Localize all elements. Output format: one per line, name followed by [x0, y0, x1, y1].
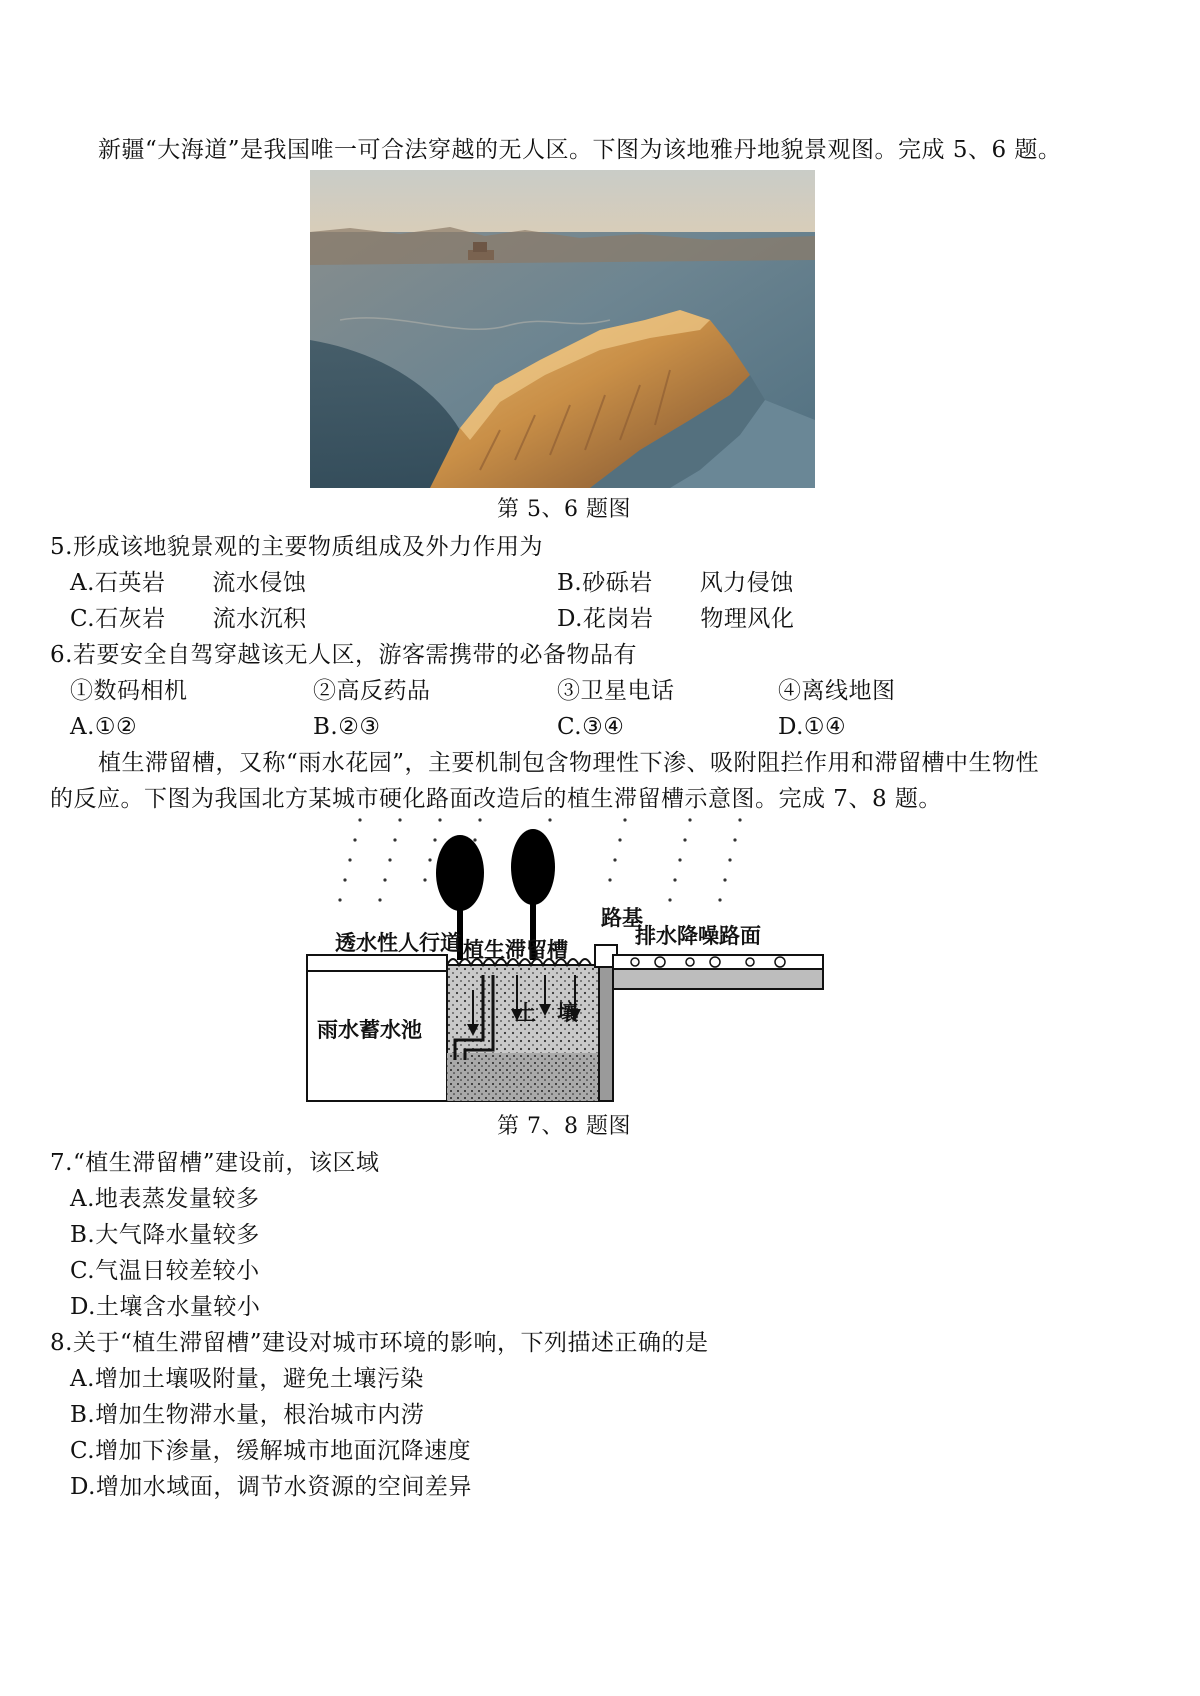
label-sidewalk: 透水性人行道	[335, 931, 461, 955]
question-6-option-b: B.②③	[313, 714, 381, 740]
question-7-option-c: C.气温日较差较小	[70, 1258, 260, 1284]
question-7-option-b: B.大气降水量较多	[70, 1222, 260, 1248]
question-8-stem: 8.关于“植生滞留槽”建设对城市环境的影响，下列描述正确的是	[50, 1330, 709, 1356]
passage-1: 新疆“大海道”是我国唯一可合法穿越的无人区。下图为该地雅丹地貌景观图。完成 5、6 题。	[98, 137, 1062, 163]
bioretention-diagram	[295, 815, 835, 1105]
question-8-option-a: A.增加土壤吸附量，避免土壤污染	[70, 1366, 424, 1392]
question-7-option-d: D.土壤含水量较小	[70, 1294, 261, 1320]
yardang-landscape-photo	[310, 170, 815, 488]
question-8-option-c: C.增加下渗量，缓解城市地面沉降速度	[70, 1438, 472, 1464]
question-6-stem: 6.若要安全自驾穿越该无人区，游客需携带的必备物品有	[50, 642, 637, 668]
figure-2-caption: 第 7、8 题图	[497, 1114, 631, 1139]
question-6-item: ②高反药品	[313, 678, 431, 704]
passage-2-line-1: 植生滞留槽，又称“雨水花园”，主要机制包含物理性下渗、吸附阻拦作用和滞留槽中生物性	[98, 750, 1040, 776]
question-6-item: ③卫星电话	[557, 678, 675, 704]
question-5-option-d: D.花岗岩 物理风化	[557, 606, 795, 632]
question-5-option-a: A.石英岩 流水侵蚀	[70, 570, 307, 596]
question-7-option-a: A.地表蒸发量较多	[70, 1186, 260, 1212]
figure-1-caption: 第 5、6 题图	[497, 497, 631, 522]
label-drain-road: 排水降噪路面	[635, 924, 761, 948]
question-8-option-d: D.增加水域面，调节水资源的空间差异	[70, 1474, 472, 1500]
question-5-option-c: C.石灰岩 流水沉积	[70, 606, 307, 632]
question-6-item: ①数码相机	[70, 678, 188, 704]
label-soil: 土 壤	[515, 1001, 578, 1025]
question-6-item: ④离线地图	[778, 678, 896, 704]
question-8-option-b: B.增加生物滞水量，根治城市内涝	[70, 1402, 425, 1428]
question-7-stem: 7.“植生滞留槽”建设前，该区域	[50, 1150, 380, 1176]
label-retention: 植生滞留槽	[463, 938, 568, 962]
label-tank: 雨水蓄水池	[317, 1018, 422, 1042]
question-6-option-d: D.①④	[778, 714, 847, 740]
question-6-option-a: A.①②	[70, 714, 138, 740]
question-5-stem: 5.形成该地貌景观的主要物质组成及外力作用为	[50, 534, 543, 560]
question-6-option-c: C.③④	[557, 714, 625, 740]
question-5-option-b: B.砂砾岩 风力侵蚀	[557, 570, 794, 596]
label-roadbed: 路基	[601, 906, 643, 930]
passage-2-line-2: 的反应。下图为我国北方某城市硬化路面改造后的植生滞留槽示意图。完成 7、8 题。	[50, 786, 942, 812]
